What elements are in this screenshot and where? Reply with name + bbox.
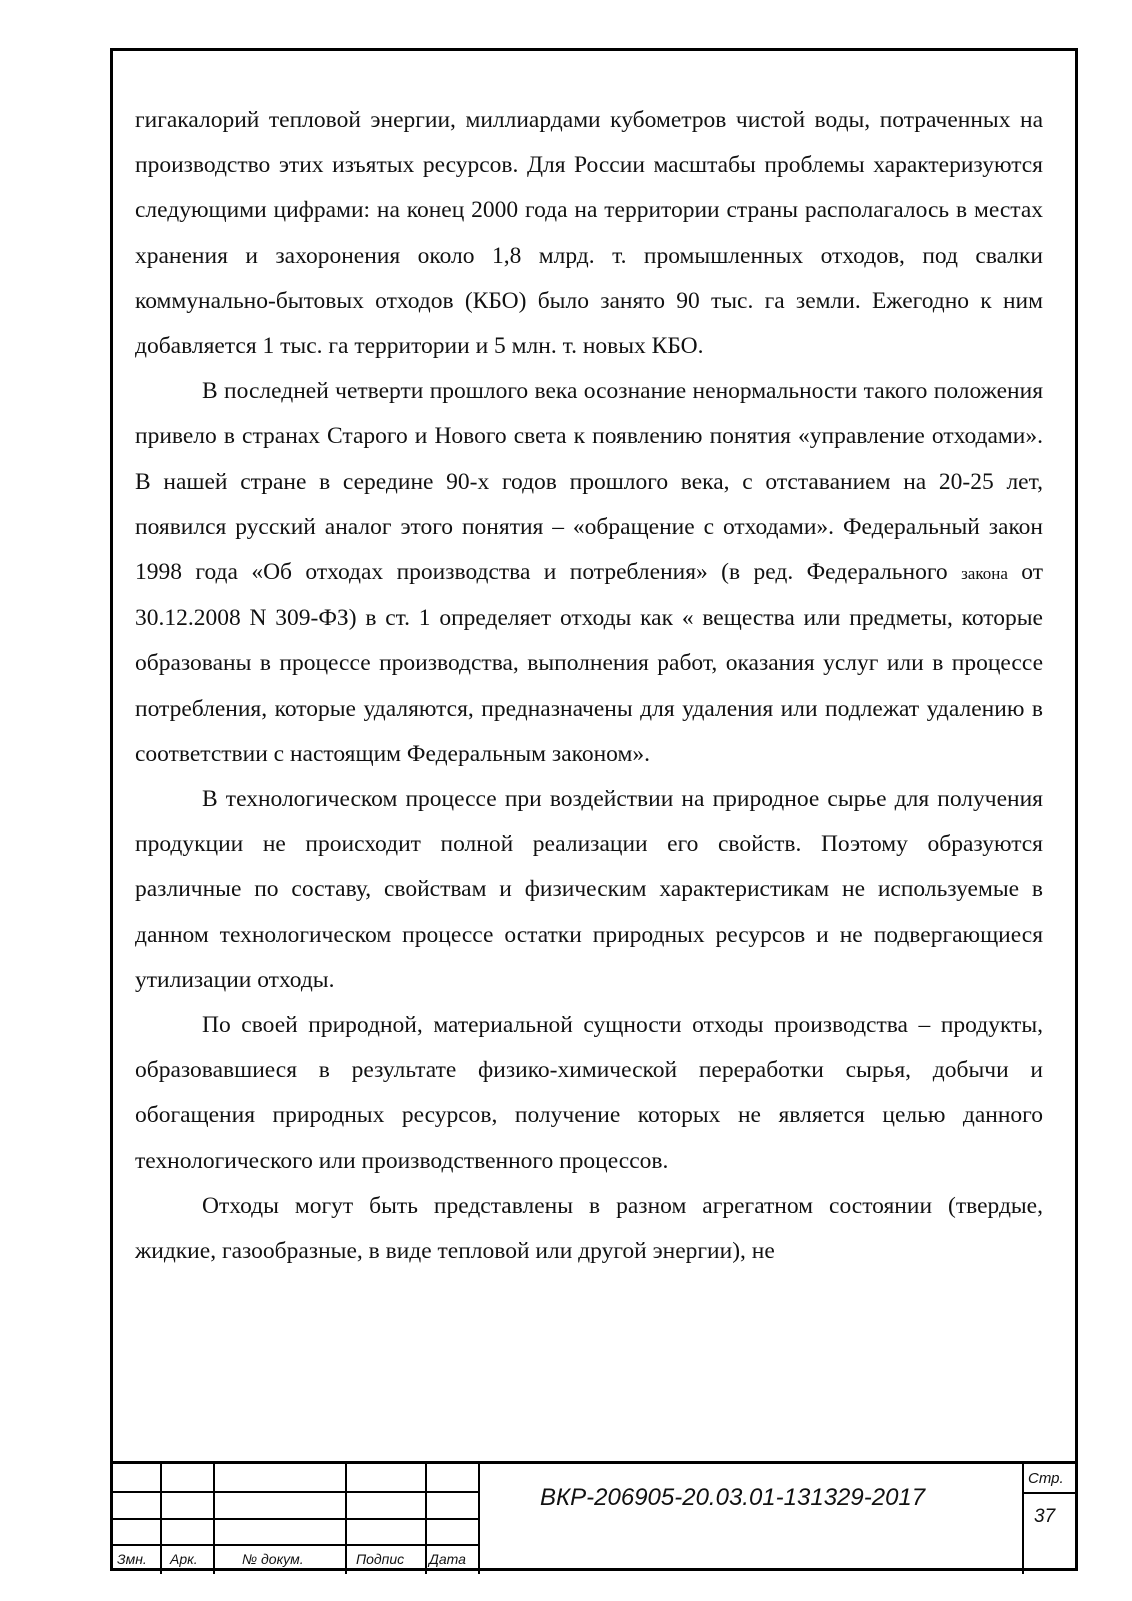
paragraph-4: По своей природной, материальной сущности отходы производства – продукты, образовавшиеся в результате физико-химической переработки сырья, добычи и обогащения природных ресурсов, получение которых не является целью данного технологического или производственного процессов. bbox=[135, 1012, 1043, 1174]
stamp-label-sheet: Арк. bbox=[170, 1551, 198, 1567]
stamp-col-line bbox=[1022, 1464, 1024, 1574]
paragraph-5: Отходы могут быть представлены в разном агрегатном состоянии (твердые, жидкие, газообразные, в виде тепловой или другой энергии), не bbox=[135, 1192, 1043, 1265]
document-body bbox=[135, 98, 1043, 1274]
page-number: 37 bbox=[1034, 1506, 1056, 1527]
paragraph-3: В технологическом процессе при воздействии на природное сырье для получения продукции не происходит полной реализации его свойств. Поэтому образуются различные по составу, свойствам и физическим характеристикам не используемые в данном технологическом процессе остатки природных ресурсов и не подвергающиеся утилизации отходы. bbox=[135, 786, 1043, 993]
paragraph-1: гигакалорий тепловой энергии, миллиардами кубометров чистой воды, потраченных на производство этих изъятых ресурсов. Для России масштабы проблемы характеризуются следующими цифрами: на конец 2000 года на территории страны располагалось в местах хранения и захоронения около 1,8 млрд. т. промышленных отходов, под свалки коммунально-бытовых отходов (КБО) было занято 90 тыс. га земли. Ежегодно к ним добавляется 1 тыс. га территории и 5 млн. т. новых КБО. bbox=[135, 107, 1043, 360]
stamp-col-line bbox=[478, 1464, 480, 1574]
stamp-label-date: Дата bbox=[429, 1551, 466, 1567]
title-block bbox=[110, 1461, 1078, 1571]
stamp-col-line bbox=[160, 1464, 162, 1574]
paragraph-2-text-b: от 30.12.2008 N 309-ФЗ) в ст. 1 определяет отходы как « вещества или предметы, которые образованы в процессе производства, выполнения работ, оказания услуг или в процессе потребления, которые удаляются, предназначены для удаления или подлежат удалению в соответствии с настоящим Федеральным законом». bbox=[135, 559, 1043, 767]
stamp-label-change: Змн. bbox=[117, 1551, 147, 1567]
stamp-label-signature: Подпис bbox=[356, 1551, 405, 1567]
stamp-row-line bbox=[1022, 1492, 1075, 1494]
paragraph-2-text-a: В последней четверти прошлого века осознание ненормальности такого положения привело в странах Старого и Нового света к появлению понятия «управление отходами». В нашей стране в середине 90-х годов прошлого века, с отставанием на 20-25 лет, появился русский аналог этого понятия – «обращение с отходами». Федеральный закон 1998 года «Об отходах производства и потребления» (в ред. Федерального bbox=[135, 378, 1043, 586]
paragraph-2-small-word: закона bbox=[961, 564, 1008, 584]
paragraph-2 bbox=[135, 369, 1043, 777]
document-code: ВКР-206905-20.03.01-131329-2017 bbox=[540, 1484, 926, 1511]
stamp-label-doc-number: № докум. bbox=[242, 1551, 304, 1567]
stamp-col-line bbox=[213, 1464, 215, 1574]
page-label: Стр. bbox=[1028, 1470, 1064, 1487]
stamp-col-line bbox=[345, 1464, 347, 1574]
stamp-col-line bbox=[425, 1464, 427, 1574]
